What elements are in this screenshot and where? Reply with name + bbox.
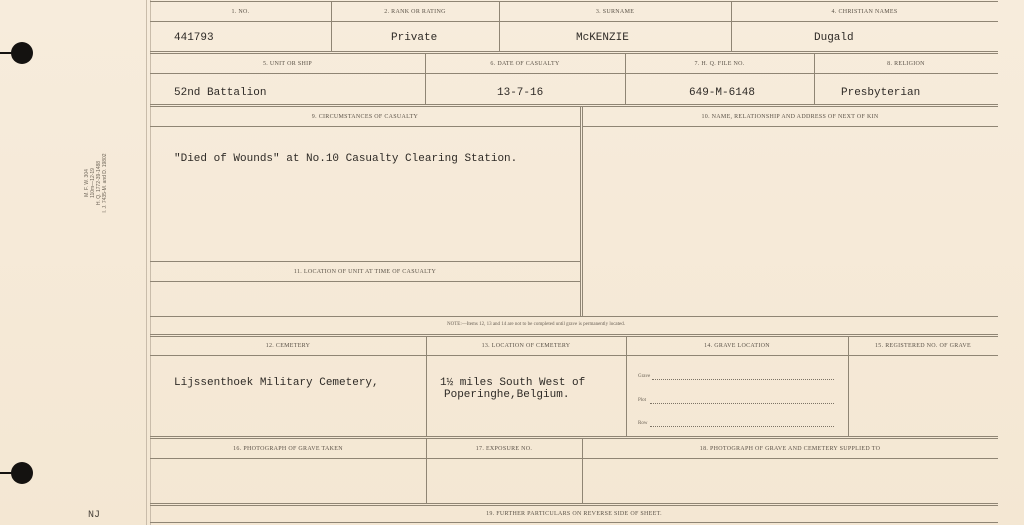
grave-location-label: 14. GRAVE LOCATION xyxy=(704,343,770,349)
row-divider xyxy=(150,355,998,356)
side-stamp xyxy=(84,138,108,228)
corner-mark: NJ xyxy=(88,510,101,521)
row-divider xyxy=(150,261,580,262)
location-unit-label: 11. LOCATION OF UNIT AT TIME OF CASUALTY xyxy=(293,269,437,275)
note-text: NOTE:—Items 12, 13 and 14 are not to be completed until grave is permanently located. xyxy=(447,322,626,327)
row-divider xyxy=(150,316,998,317)
photo-supplied-label: 18. PHOTOGRAPH OF GRAVE AND CEMETERY SUPPLIED TO xyxy=(699,446,881,452)
christian-names-value: Dugald xyxy=(814,32,854,44)
punch-hole-bottom xyxy=(11,462,33,484)
row-divider xyxy=(150,458,998,459)
side-stamp-line: 110m—12-19 xyxy=(90,168,96,198)
further-particulars-label: 19. FURTHER PARTICULARS ON REVERSE SIDE OF SHEET. xyxy=(486,511,662,517)
row-field-label: Row xyxy=(638,421,648,426)
row-divider xyxy=(150,436,998,439)
registered-no-label: 15. REGISTERED NO. OF GRAVE xyxy=(875,343,971,349)
cemetery-location-label: 13. LOCATION OF CEMETERY xyxy=(481,343,571,349)
cemetery-location-line2: Poperinghe,Belgium. xyxy=(444,389,570,401)
no-value: 441793 xyxy=(174,32,214,44)
grave-field-line xyxy=(652,379,834,380)
row-divider xyxy=(150,73,998,74)
side-stamp-line: I. J. 7435-M. and D. 19802 xyxy=(102,153,108,213)
surname-value: McKENZIE xyxy=(576,32,629,44)
exposure-label: 17. EXPOSURE NO. xyxy=(475,446,533,452)
next-of-kin-label: 10. NAME, RELATIONSHIP AND ADDRESS OF NEXT OF KIN xyxy=(701,114,879,120)
date-value: 13-7-16 xyxy=(497,87,544,99)
cemetery-location-line1: 1½ miles South West of xyxy=(440,377,586,389)
side-stamp-line: M. F. W. 304 xyxy=(84,169,90,197)
religion-label: 8. RELIGION xyxy=(887,61,925,67)
no-label: 1. NO. xyxy=(231,9,250,15)
row-divider xyxy=(150,104,998,107)
date-label: 6. DATE OF CASUALTY xyxy=(490,61,560,67)
col-divider xyxy=(426,336,427,437)
row-divider xyxy=(150,334,998,337)
punch-hole-top xyxy=(11,42,33,64)
col-divider xyxy=(848,336,849,437)
unit-value: 52nd Battalion xyxy=(174,87,267,99)
unit-label: 5. UNIT OR SHIP xyxy=(262,61,313,67)
plot-field-line xyxy=(650,403,834,404)
col-divider xyxy=(626,336,627,437)
photo-taken-label: 16. PHOTOGRAPH OF GRAVE TAKEN xyxy=(233,446,343,452)
rank-label: 2. RANK OR RATING xyxy=(384,9,446,15)
row-divider xyxy=(150,522,998,523)
col-divider xyxy=(582,107,583,316)
row-field-line xyxy=(650,426,834,427)
circumstances-value: "Died of Wounds" at No.10 Casualty Clearing Station. xyxy=(174,153,518,165)
rank-value: Private xyxy=(391,32,438,44)
hq-file-label: 7. H. Q. FILE NO. xyxy=(694,61,745,67)
row-divider xyxy=(150,126,580,127)
punch-hole-bottom-tail xyxy=(0,472,14,474)
col-divider xyxy=(580,107,581,316)
christian-names-label: 4. CHRISTIAN NAMES xyxy=(831,9,898,15)
circumstances-label: 9. CIRCUMSTANCES OF CASUALTY xyxy=(311,114,419,120)
cemetery-label: 12. CEMETERY xyxy=(265,343,311,349)
row-divider xyxy=(150,21,998,22)
punch-hole-top-tail xyxy=(0,52,14,54)
row-divider xyxy=(150,51,998,54)
cemetery-value: Lijssenthoek Military Cemetery, xyxy=(174,377,379,389)
row-divider xyxy=(150,503,998,506)
surname-label: 3. SURNAME xyxy=(595,9,635,15)
plot-field-label: Plot xyxy=(638,398,647,403)
side-stamp-line: H. Q. 1772-39-1488 xyxy=(96,160,102,206)
hq-file-value: 649-M-6148 xyxy=(689,87,756,99)
row-divider xyxy=(150,1,998,2)
margin-line xyxy=(146,0,147,525)
row-divider xyxy=(150,281,580,282)
grave-field-label: Grave xyxy=(638,374,651,379)
row-divider xyxy=(582,126,998,127)
religion-value: Presbyterian xyxy=(841,87,921,99)
